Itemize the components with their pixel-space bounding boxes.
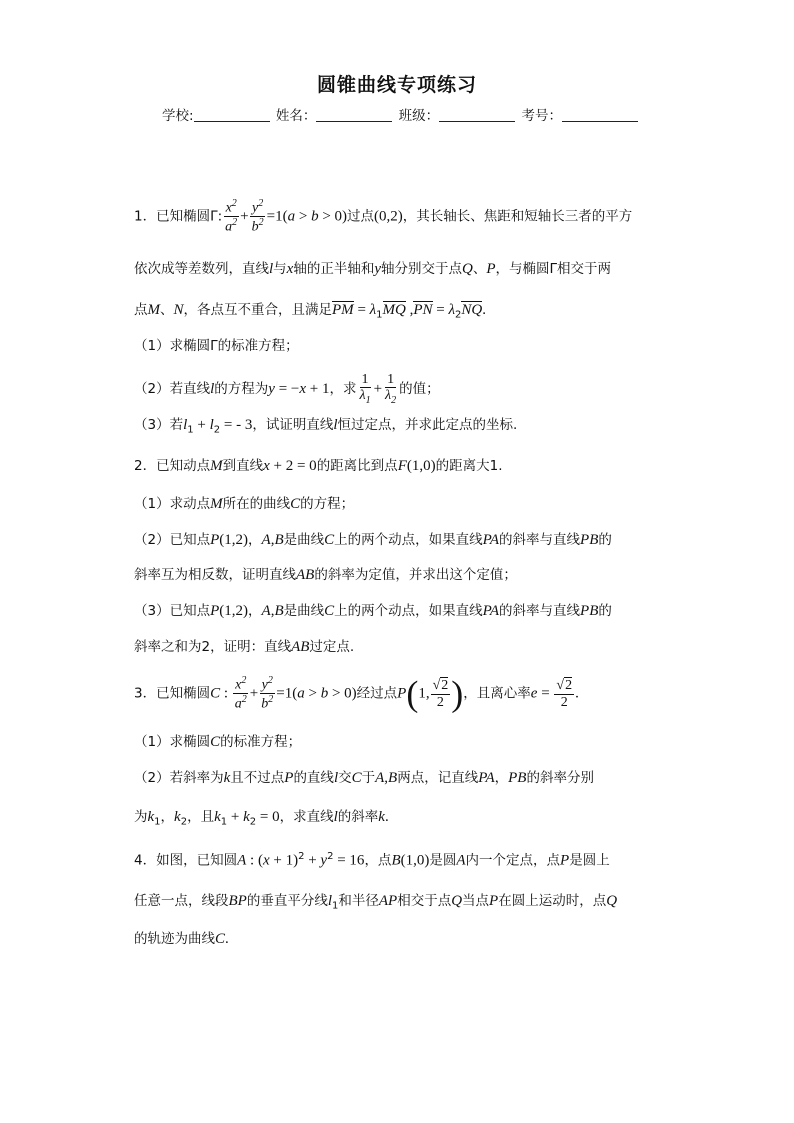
problem-2-question-2-line-2: 斜率互为相反数，证明直线AB的斜率为定值，并求出这个定值； <box>134 567 517 583</box>
fraction: $\frac{√2}{2}$ <box>556 678 573 710</box>
problem-1-line-1: 1．已知椭圆Γ: $\frac{x^2}{a^2}$ + $\frac{y^2}{b^2}$ =1(a > b > 0)过点(0,2)，其长轴长、焦距和短轴长三者的平方 <box>134 198 633 235</box>
problem-1-question-3: （3）若$l_1 + l_2$ = - 3，试证明直线l恒过定点，并求此定点的坐标. <box>134 417 518 436</box>
class-label: 班级： <box>398 108 440 124</box>
problem-2-question-3-line-1: （3）已知点P(1,2)，A,B是曲线C上的两个动点，如果直线PA的斜率与直线PB的 <box>134 603 612 619</box>
problem-3-question-2-line-2: 为$k_1$，$k_2$，且$k_1 + k_2 = 0$，求直线l的斜率k. <box>134 809 389 828</box>
problem-1-question-1: （1）求椭圆Γ的标准方程； <box>134 338 299 354</box>
fraction: $\frac{y^2}{b^2}$ <box>251 198 264 235</box>
problem-1-line-3: 点M、N，各点互不重合，且满足PM = $\lambda_1MQ$ $,PN = \lambda_2NQ$. <box>134 302 486 321</box>
name-blank <box>316 108 392 122</box>
problem-3-line-1: 3．已知椭圆C : $\frac{x^2}{a^2}$ + $\frac{y^2}{b^2}$ =1(a > b > 0)经过点P(1, $\frac{√2}{2}$ )，且离心率e = $\frac{√2}{2}$ . <box>134 673 579 714</box>
page-title: 圆锥曲线专项练习 <box>316 74 477 96</box>
class-blank <box>439 108 515 122</box>
problem-4-line-1: 4．如图，已知圆A : $(x + 1)^2 + y^2 = 16$，点B(1,0)是圆A内一个定点，点P是圆上 <box>134 851 610 869</box>
problem-3-question-2-line-1: （2）若斜率为k且不过点P的直线l交C于A,B两点，记直线PA，PB的斜率分别 <box>134 770 594 786</box>
fraction: $\frac{y^2}{b^2}$ <box>261 675 274 712</box>
student-info-line <box>162 104 640 124</box>
fraction: $\frac{√2}{2}$ <box>432 678 449 710</box>
problem-2-question-2-line-1: （2）已知点P(1,2)，A,B是曲线C上的两个动点，如果直线PA的斜率与直线PB的 <box>134 532 612 548</box>
problem-2-question-1: （1）求动点M所在的曲线C的方程； <box>134 496 355 512</box>
fraction: $\frac{1}{\lambda_1}$ <box>359 372 371 407</box>
fraction: $\frac{x^2}{a^2}$ <box>225 198 238 235</box>
fraction: $\frac{1}{\lambda_2}$ <box>385 372 397 407</box>
problem-2-question-3-line-2: 斜率之和为2，证明：直线AB过定点. <box>134 639 355 655</box>
exam-number-blank <box>562 108 638 122</box>
problem-3-question-1: （1）求椭圆C的标准方程； <box>134 734 302 750</box>
problem-4-line-2: 任意一点，线段BP的垂直平分线$l_1$和半径AP相交于点Q当点P在圆上运动时，点Q <box>134 893 618 912</box>
school-blank <box>194 108 270 122</box>
problem-1-question-2: （2）若直线l的方程为y = −x + 1，求 $\frac{1}{\lambda_1}$ + $\frac{1}{\lambda_2}$ 的值； <box>134 372 440 407</box>
fraction: $\frac{x^2}{a^2}$ <box>234 675 247 712</box>
exam-number-label: 考号： <box>521 108 562 124</box>
problem-4-line-3: 的轨迹为曲线C. <box>134 931 229 947</box>
name-label: 姓名： <box>275 108 317 124</box>
problem-2-line-1: 2．已知动点M到直线x + 2 = 0的距离比到点F(1,0)的距离大1. <box>134 458 503 474</box>
school-label: 学校: <box>162 108 194 124</box>
problem-1-line-2: 依次成等差数列，直线l与x轴的正半轴和y轴分别交于点Q、P，与椭圆Γ相交于两 <box>134 261 612 277</box>
